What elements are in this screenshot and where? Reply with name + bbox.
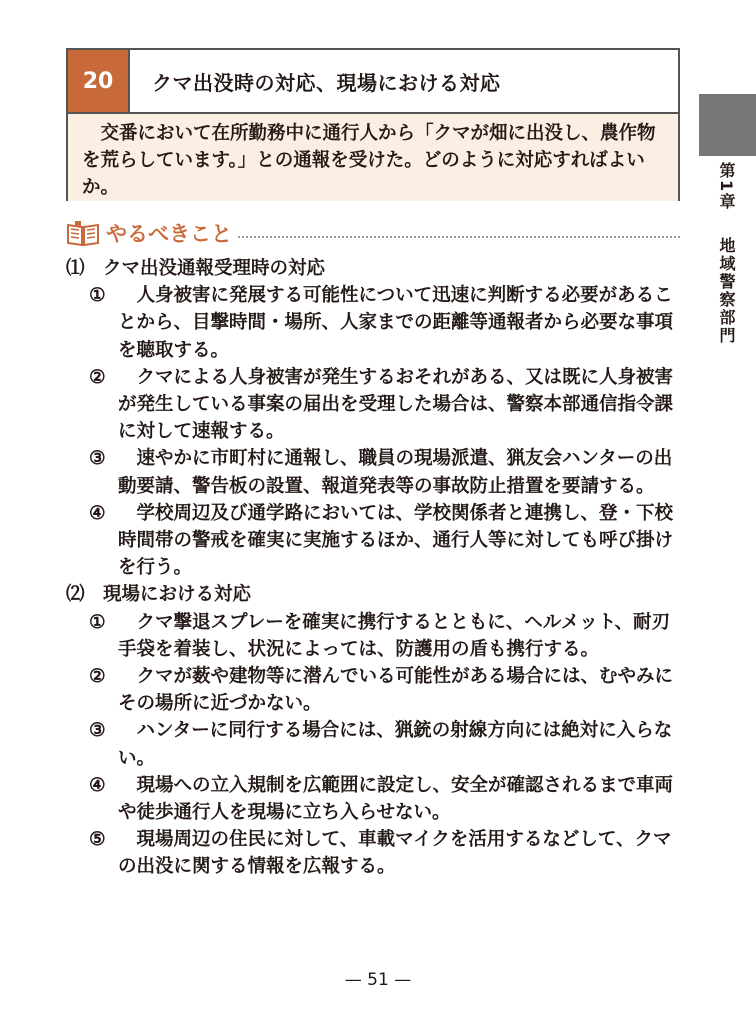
- item-marker: ④: [89, 502, 106, 524]
- page-number: — 51 —: [344, 970, 412, 990]
- item-text: ハンターに同行する場合には、猟銃の射線方向には絶対に入らない。: [118, 720, 673, 769]
- section-title: やるべきこと: [106, 222, 232, 246]
- item-marker: ①: [89, 611, 106, 633]
- item-marker: ①: [89, 285, 106, 307]
- item-marker: ③: [89, 448, 106, 470]
- open-book-icon: [66, 219, 100, 247]
- item-marker: ③: [89, 720, 106, 742]
- item-text: 現場周辺の住民に対して、車載マイクを活用するなどして、クマの出没に関する情報を広報する。: [118, 829, 672, 878]
- case-header-box: [66, 48, 680, 201]
- list-item: [66, 364, 686, 446]
- item-marker: ②: [89, 366, 106, 388]
- list-item: [66, 772, 686, 826]
- section-heading: [66, 218, 680, 248]
- chapter-tab-block: [699, 94, 756, 156]
- list-item: [66, 663, 686, 717]
- list-item: [66, 500, 686, 582]
- item-text: クマが薮や建物等に潜んでいる可能性がある場合には、むやみにその場所に近づかない。: [118, 666, 674, 715]
- case-number: 20: [68, 50, 130, 112]
- item-marker: ④: [89, 774, 106, 796]
- dotted-rule: [238, 236, 680, 238]
- subsection-heading: ⑴ クマ出没通報受理時の対応: [66, 258, 326, 279]
- item-text: 現場への立入規制を広範囲に設定し、安全が確認されるまで車両や徒歩通行人を現場に立ち入らせない。: [118, 774, 674, 824]
- item-text: 速やかに市町村に通報し、職員の現場派遣、猟友会ハンターの出動要請、警告板の設置、報道発表等の事故防止措置を要請する。: [118, 448, 673, 497]
- item-text: クマによる人身被害が発生するおそれがある、又は既に人身被害が発生している事案の届出を受理した場合は、警察本部通信指令課に対して速報する。: [118, 366, 674, 443]
- title-row: [68, 50, 678, 114]
- item-marker: ②: [89, 666, 106, 688]
- body-content: [66, 255, 686, 881]
- chapter-number: 第1章: [717, 162, 736, 212]
- case-question: 交番において在所勤務中に通行人から「クマが畑に出没し、農作物を荒らしています。」との通報を受けた。どのように対応すればよいか。: [68, 114, 678, 201]
- item-text: クマ撃退スプレーを確実に携行するとともに、ヘルメット、耐刃手袋を着装し、状況によっては、防護用の盾も携行する。: [118, 611, 671, 660]
- case-title: クマ出没時の対応、現場における対応: [152, 70, 501, 95]
- list-item: [66, 445, 686, 499]
- list-item: [66, 282, 686, 364]
- item-marker: ⑤: [89, 829, 106, 851]
- list-item: [66, 826, 686, 880]
- subsection-heading: ⑵ 現場における対応: [66, 584, 252, 606]
- chapter-department: 地域警察部門: [717, 237, 736, 346]
- chapter-tab-label: [708, 162, 738, 345]
- item-text: 人身被害に発展する可能性について迅速に判断する必要があることから、目撃時間・場所、人家までの距離等通報者から必要な事項を聴取する。: [118, 285, 674, 361]
- item-text: 学校周辺及び通学路においては、学校関係者と連携し、登・下校時間帯の警戒を確実に実施するほか、通行人等に対しても呼び掛けを行う。: [118, 502, 674, 579]
- list-item: [66, 609, 686, 663]
- list-item: [66, 717, 686, 771]
